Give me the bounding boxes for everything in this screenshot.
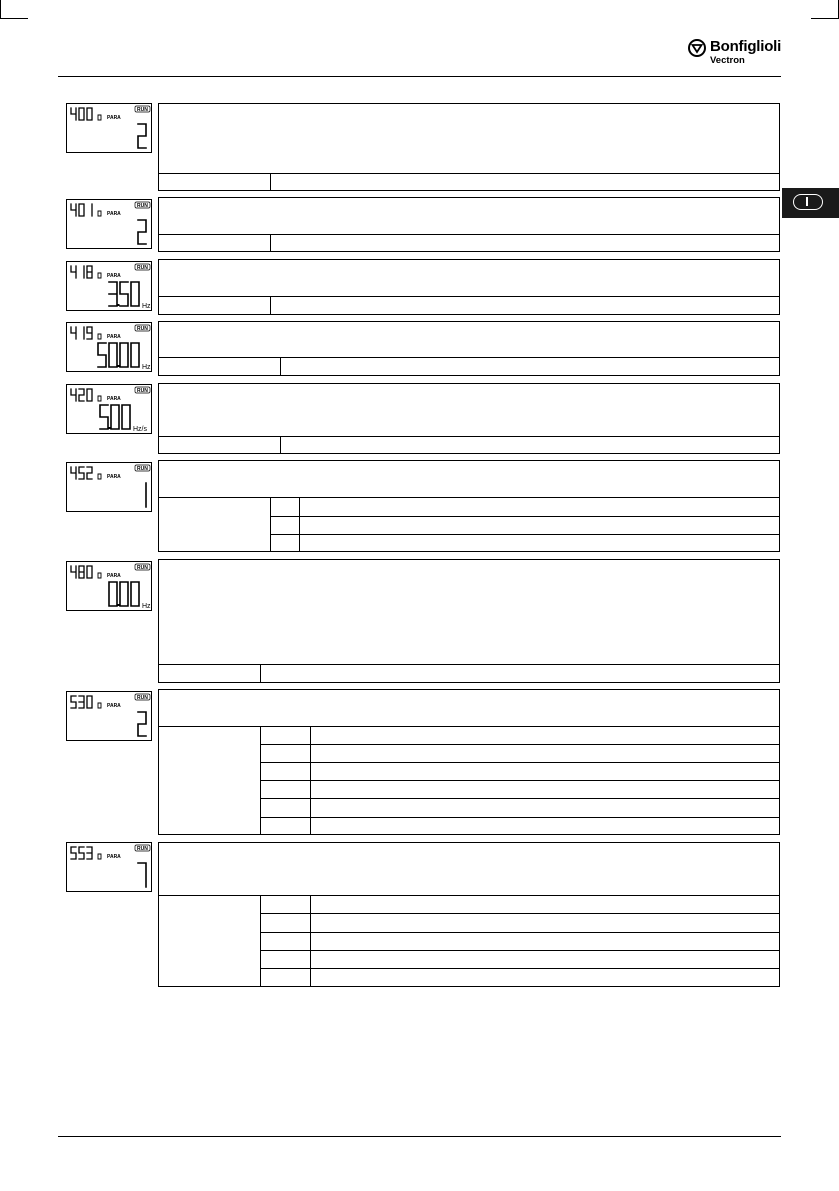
- lcd-digit: [98, 474, 101, 479]
- lcd-display: [66, 462, 152, 512]
- lcd-mode: PARA: [107, 334, 121, 340]
- lcd-screen: [67, 692, 153, 742]
- lcd-status: RUN: [137, 565, 148, 571]
- param-description: [159, 322, 779, 357]
- lcd-digit: [87, 467, 92, 479]
- lcd-digit: [138, 863, 146, 887]
- lcd-status: RUN: [137, 326, 148, 332]
- lcd-display: [66, 691, 152, 741]
- lcd-mode: PARA: [107, 573, 121, 579]
- lcd-status: RUN: [137, 846, 148, 852]
- lcd-status: RUN: [137, 466, 148, 472]
- lcd-status: RUN: [137, 388, 148, 394]
- param-description: [159, 198, 779, 234]
- lcd-screen: [67, 262, 153, 312]
- language-tab-badge: [793, 194, 823, 210]
- lcd-display: [66, 261, 152, 311]
- lcd-screen: [67, 104, 153, 154]
- lcd-mode: PARA: [107, 273, 121, 279]
- lcd-digit: [111, 405, 119, 429]
- lcd-unit: Hz: [142, 603, 151, 610]
- lcd-digit: [79, 204, 84, 216]
- param-description: [159, 260, 779, 296]
- param-description: [159, 384, 779, 436]
- lcd-digit: [98, 573, 101, 578]
- lcd-digit: [71, 266, 76, 278]
- lcd-digit: [71, 108, 76, 120]
- crop-mark: [0, 0, 1, 18]
- brand-logo: [688, 38, 788, 70]
- param-description: [159, 843, 779, 895]
- lcd-digit: [71, 696, 76, 708]
- lcd-digit: [100, 405, 108, 429]
- lcd-mode: PARA: [107, 115, 121, 121]
- param-box: [158, 197, 780, 252]
- footer-rule: [58, 1136, 781, 1137]
- param-box: [158, 321, 780, 376]
- lcd-display: [66, 384, 152, 434]
- param-description: [159, 560, 779, 664]
- lcd-digit: [79, 847, 84, 859]
- lcd-digit: [98, 273, 101, 278]
- crop-mark: [0, 18, 28, 19]
- lcd-digit: [131, 343, 139, 367]
- lcd-digit: [98, 854, 101, 859]
- brand-logo-icon: [688, 39, 706, 57]
- lcd-digit: [87, 566, 92, 578]
- lcd-mode: PARA: [107, 396, 121, 402]
- lcd-display: [66, 322, 152, 372]
- lcd-screen: [67, 463, 153, 513]
- lcd-digit: [131, 582, 139, 606]
- lcd-status: RUN: [137, 107, 148, 113]
- lcd-digit: [79, 696, 84, 708]
- param-box: [158, 842, 780, 987]
- lcd-digit: [87, 847, 92, 859]
- lcd-digit: [71, 467, 76, 479]
- lcd-mode: PARA: [107, 474, 121, 480]
- lcd-digit: [98, 703, 101, 708]
- lcd-digit: [87, 389, 92, 401]
- lcd-digit: [98, 334, 101, 339]
- lcd-screen: [67, 323, 153, 373]
- lcd-digit: [79, 108, 84, 120]
- lcd-digit: [98, 396, 101, 401]
- lcd-digit: [87, 327, 92, 339]
- param-box: [158, 259, 780, 315]
- lcd-digit: [131, 282, 139, 306]
- language-tab[interactable]: [782, 188, 839, 218]
- lcd-screen: [67, 843, 153, 893]
- lcd-unit: Hz: [142, 303, 151, 310]
- lcd-display: [66, 199, 152, 249]
- lcd-display: [66, 842, 152, 892]
- lcd-digit: [71, 204, 76, 216]
- brand-name: Bonfiglioli: [710, 38, 782, 55]
- header-rule: [58, 76, 781, 77]
- lcd-digit: [71, 566, 76, 578]
- param-description: [159, 104, 779, 173]
- lcd-screen: [67, 385, 153, 435]
- lcd-mode: PARA: [107, 211, 121, 217]
- lcd-mode: PARA: [107, 703, 121, 709]
- lcd-screen: [67, 562, 153, 612]
- lcd-digit: [98, 343, 106, 367]
- param-box: [158, 689, 780, 835]
- param-box: [158, 559, 780, 683]
- lcd-digit: [122, 405, 130, 429]
- lcd-display: [66, 103, 152, 153]
- param-box: [158, 460, 780, 552]
- lcd-digit: [138, 220, 146, 244]
- lcd-digit: [87, 696, 92, 708]
- lcd-digit: [120, 343, 128, 367]
- crop-mark: [811, 18, 839, 19]
- lcd-mode: PARA: [107, 854, 121, 860]
- lcd-unit: Hz/s: [133, 426, 147, 433]
- lcd-digit: [120, 282, 128, 306]
- lcd-digit: [79, 467, 84, 479]
- lcd-digit: [138, 124, 146, 148]
- lcd-digit: [71, 847, 76, 859]
- lcd-digit: [71, 327, 76, 339]
- lcd-digit: [98, 115, 101, 120]
- lcd-display: [66, 561, 152, 611]
- param-description: [159, 461, 779, 497]
- lcd-digit: [109, 582, 117, 606]
- brand-subname: Vectron: [710, 55, 745, 66]
- lcd-digit: [71, 389, 76, 401]
- lcd-digit: [79, 566, 84, 578]
- param-description: [159, 690, 779, 726]
- lcd-digit: [120, 582, 128, 606]
- param-box: [158, 103, 780, 191]
- lcd-digit: [138, 712, 146, 736]
- lcd-digit: [98, 211, 101, 216]
- lcd-digit: [79, 389, 84, 401]
- lcd-digit: [109, 343, 117, 367]
- lcd-screen: [67, 200, 153, 250]
- lcd-digit: [87, 108, 92, 120]
- param-box: [158, 383, 780, 454]
- lcd-digit: [87, 266, 92, 278]
- lcd-digit: [109, 282, 117, 306]
- lcd-unit: Hz: [142, 364, 151, 371]
- lcd-status: RUN: [137, 265, 148, 271]
- lcd-status: RUN: [137, 695, 148, 701]
- lcd-status: RUN: [137, 203, 148, 209]
